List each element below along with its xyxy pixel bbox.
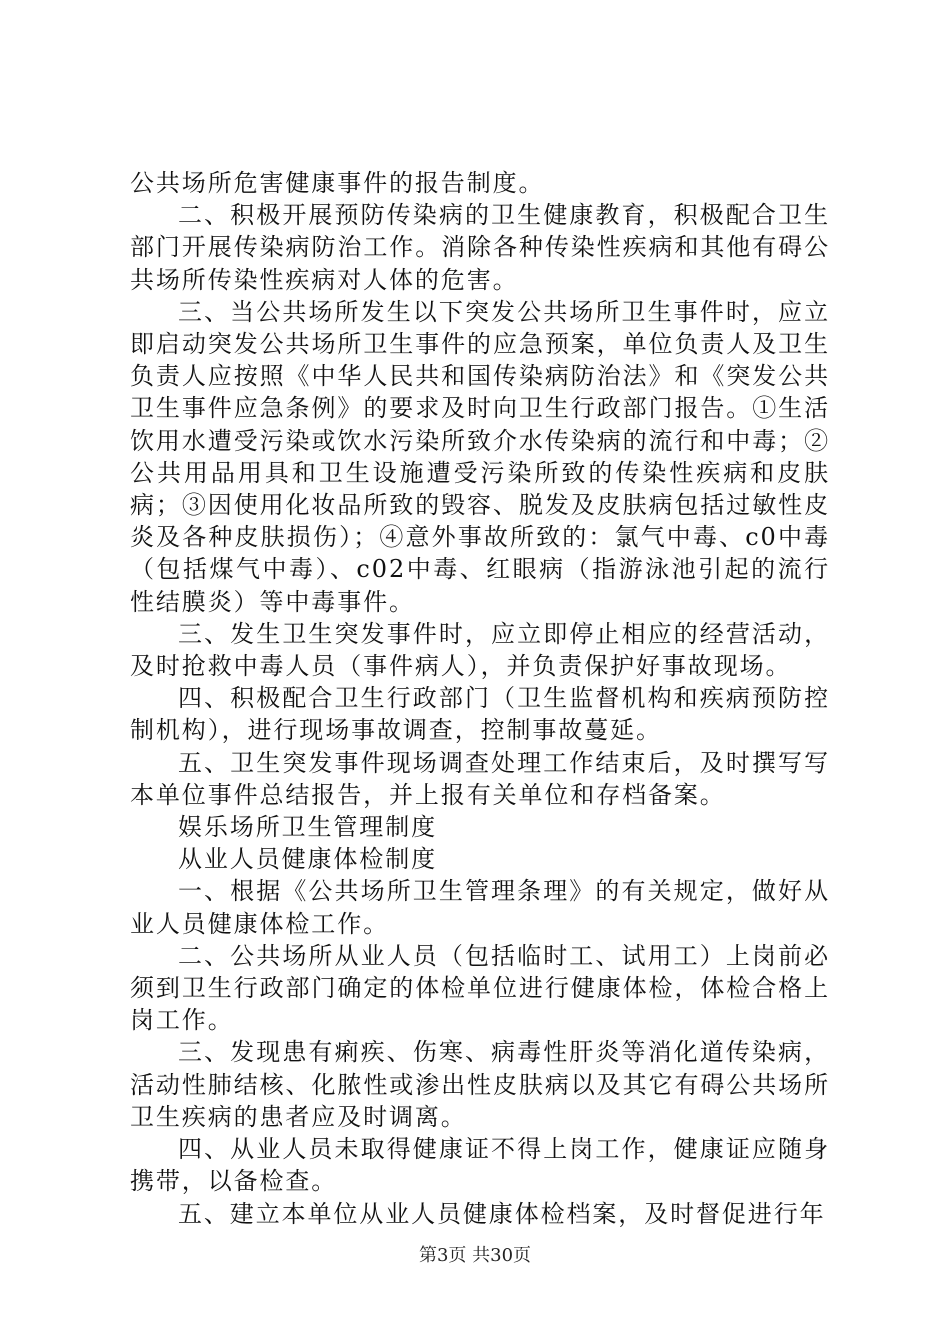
paragraph-reassign-patients: 三、发现患有痢疾、伤寒、病毒性肝炎等消化道传染病，活动性肺结核、化脓性或渗出性皮肤病以及其它有碍公共场所卫生疾病的患者应及时调离。 (130, 1038, 830, 1131)
paragraph-emergency-report: 三、当公共场所发生以下突发公共场所卫生事件时，应立即启动突发公共场所卫生事件的应急预案，单位负责人及卫生负责人应按照《中华人民共和国传染病防治法》和《突发公共卫生事件应急条例》的要求及时向卫生行政部门报告。①生活饮用水遭受污染或饮水污染所致介水传染病的流行和中毒；②公共用品用具和卫生设施遭受污染所致的传染性疾病和皮肤病；③因使用化妆品所致的毁容、脱发及皮肤病包括过敏性皮炎及各种皮肤损伤）；④意外事故所致的：氯气中毒、c0中毒（包括煤气中毒）、c02中毒、红眼病（指游泳池引起的流行性结膜炎）等中毒事件。 (130, 297, 830, 616)
document-body (130, 167, 830, 1230)
section-heading-entertainment: 娱乐场所卫生管理制度 (178, 813, 437, 842)
section-heading-health-check: 从业人员健康体检制度 (178, 845, 437, 874)
paragraph-pre-job-exam: 二、公共场所从业人员（包括临时工、试用工）上岗前必须到卫生行政部门确定的体检单位进行健康体检，体检合格上岗工作。 (130, 941, 830, 1035)
paragraph-health-archive: 五、建立本单位从业人员健康体检档案，及时督促进行年 (178, 1199, 826, 1228)
paragraph-regulation-basis: 一、根据《公共场所卫生管理条理》的有关规定，做好从业人员健康体检工作。 (130, 877, 830, 938)
page-number-footer: 第3页 共30页 (418, 1245, 532, 1266)
paragraph-cooperate-investigation: 四、积极配合卫生行政部门（卫生监督机构和疾病预防控制机构），进行现场事故调查，控制事故蔓延。 (130, 684, 830, 745)
paragraph-summary-report: 五、卫生突发事件现场调查处理工作结束后，及时撰写写本单位事件总结报告，并上报有关单位和存档备案。 (130, 748, 830, 809)
paragraph-health-education: 二、积极开展预防传染病的卫生健康教育，积极配合卫生部门开展传染病防治工作。消除各种传染性疾病和其他有碍公共场所传染性疾病对人体的危害。 (130, 201, 830, 294)
paragraph-continuation: 公共场所危害健康事件的报告制度。 (130, 169, 545, 197)
paragraph-stop-operations: 三、发生卫生突发事件时，应立即停止相应的经营活动，及时抢救中毒人员（事件病人），并负责保护好事故现场。 (130, 619, 830, 681)
paragraph-health-certificate: 四、从业人员未取得健康证不得上岗工作，健康证应随身携带，以备检查。 (130, 1135, 830, 1196)
